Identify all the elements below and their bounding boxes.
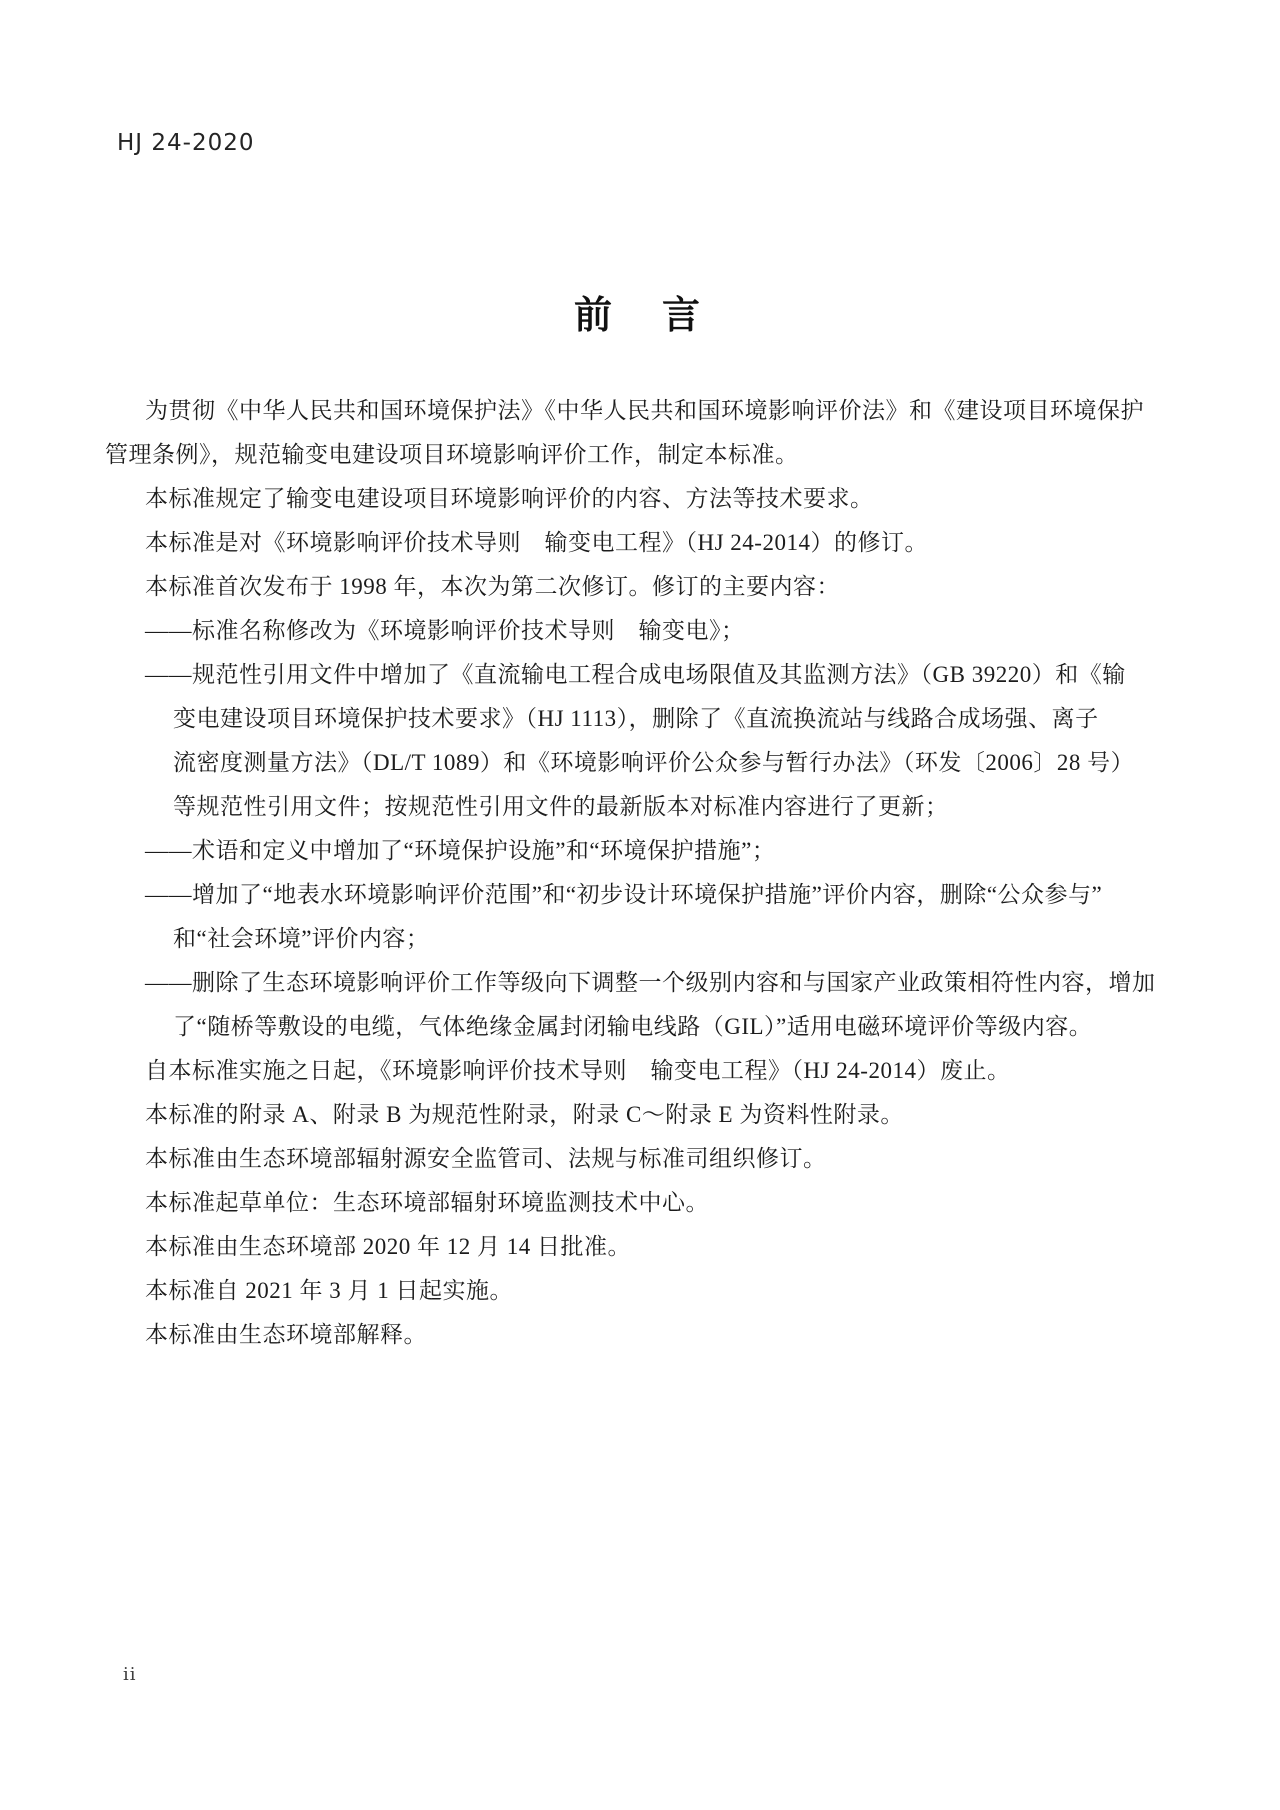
standard-code: HJ 24-2020 — [117, 130, 255, 156]
text-line: ——标准名称修改为《环境影响评价技术导则 输变电》； — [145, 618, 745, 643]
text-line: ——增加了“地表水环境影响评价范围”和“初步设计环境保护措施”评价内容，删除“公众参与” — [145, 882, 1103, 907]
text-line: 本标准由生态环境部 2020 年 12 月 14 日批准。 — [145, 1234, 631, 1259]
text-line: 流密度测量方法》（DL/T 1089）和《环境影响评价公众参与暂行办法》（环发〔2006〕28 号） — [173, 750, 1135, 775]
text-line: 管理条例》，规范输变电建设项目环境影响评价工作，制定本标准。 — [105, 442, 799, 467]
text-line: 和“社会环境”评价内容； — [173, 926, 430, 951]
text-line: 本标准起草单位：生态环境部辐射环境监测技术中心。 — [145, 1190, 709, 1215]
text-line: 本标准由生态环境部解释。 — [145, 1322, 427, 1347]
text-line: 本标准是对《环境影响评价技术导则 输变电工程》（HJ 24-2014）的修订。 — [145, 530, 928, 555]
text-line: 自本标准实施之日起，《环境影响评价技术导则 输变电工程》（HJ 24-2014）废止。 — [145, 1058, 1011, 1083]
text-line: 为贯彻《中华人民共和国环境保护法》《中华人民共和国环境影响评价法》和《建设项目环境保护 — [145, 398, 1144, 423]
text-line: ——规范性引用文件中增加了《直流输电工程合成电场限值及其监测方法》（GB 39220）和《输 — [145, 662, 1126, 687]
text-line: 本标准的附录 A、附录 B 为规范性附录，附录 C～附录 E 为资料性附录。 — [145, 1102, 904, 1127]
text-line: 本标准由生态环境部辐射源安全监管司、法规与标准司组织修订。 — [145, 1146, 827, 1171]
text-line: 等规范性引用文件；按规范性引用文件的最新版本对标准内容进行了更新； — [173, 794, 949, 819]
text-line: 本标准自 2021 年 3 月 1 日起实施。 — [145, 1278, 513, 1303]
text-line: 了“随桥等敷设的电缆，气体绝缘金属封闭输电线路（GIL）”适用电磁环境评价等级内容。 — [173, 1014, 1093, 1039]
page-number: ii — [123, 1664, 137, 1685]
text-line: 本标准规定了输变电建设项目环境影响评价的内容、方法等技术要求。 — [145, 486, 874, 511]
text-line: ——删除了生态环境影响评价工作等级向下调整一个级别内容和与国家产业政策相符性内容，增加 — [145, 970, 1156, 995]
text-line: 本标准首次发布于 1998 年，本次为第二次修订。修订的主要内容： — [145, 574, 840, 599]
document-body — [105, 389, 1210, 1357]
text-line: ——术语和定义中增加了“环境保护设施”和“环境保护措施”； — [145, 838, 776, 863]
page-title: 前 言 — [573, 295, 706, 337]
text-line: 变电建设项目环境保护技术要求》（HJ 1113），删除了《直流换流站与线路合成场强、离子 — [173, 706, 1099, 731]
